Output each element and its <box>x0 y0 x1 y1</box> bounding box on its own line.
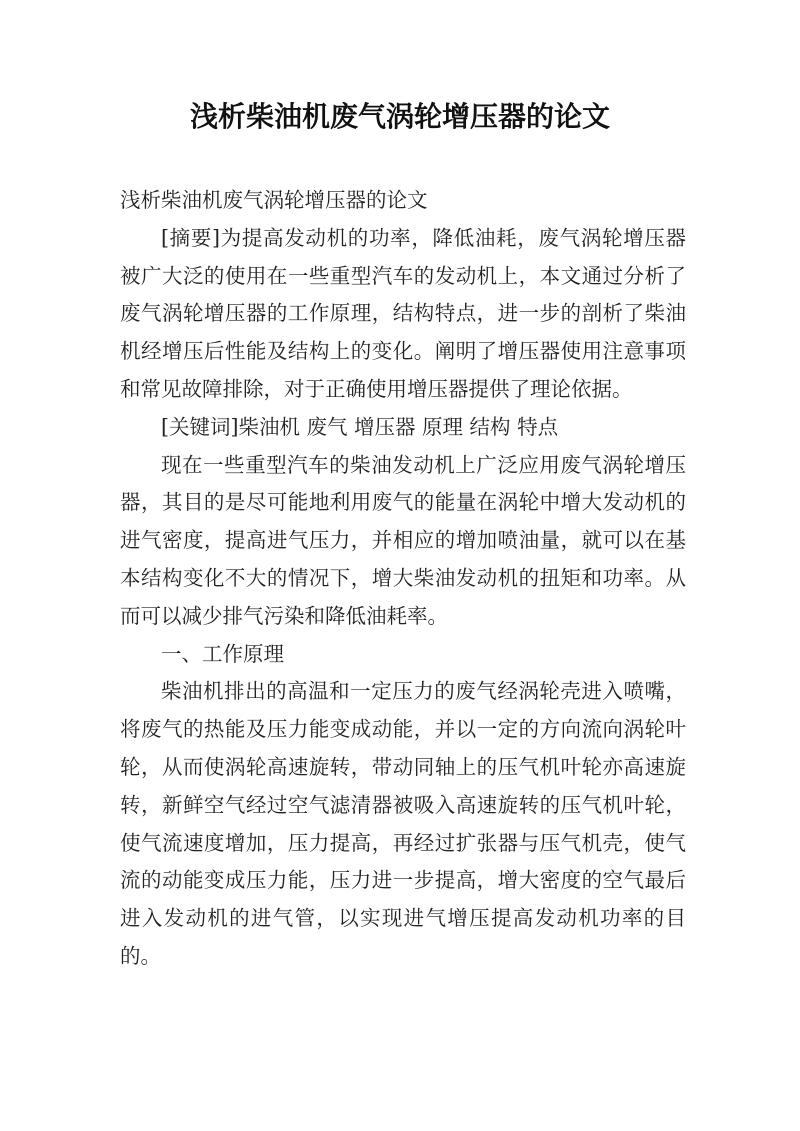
keywords-paragraph: [关键词]柴油机 废气 增压器 原理 结构 特点 <box>161 414 559 439</box>
document-body <box>120 182 686 976</box>
abstract-paragraph: [摘要]为提高发动机的功率，降低油耗，废气涡轮增压器被广大泛的使用在一些重型汽车的发动机上，本文通过分析了废气涡轮增压器的工作原理，结构特点，进一步的剖析了柴油机经增压后性能及结构上的变化。阐明了增压器使用注意事项和常见故障排除，对于正确使用增压器提供了理论依据。 <box>120 225 686 401</box>
subtitle-paragraph: 浅析柴油机废气涡轮增压器的论文 <box>120 188 428 212</box>
document-title: 浅析柴油机废气涡轮增压器的论文 <box>189 100 610 133</box>
section-heading: 一、工作原理 <box>161 641 284 666</box>
principle-paragraph: 柴油机排出的高温和一定压力的废气经涡轮壳进入喷嘴，将废气的热能及压力能变成动能，并以一定的方向流向涡轮叶轮，从而使涡轮高速旋转，带动同轴上的压气机叶轮亦高速旋转，新鲜空气经过空气滤清器被吸入高速旋转的压气机叶轮，使气流速度增加，压力提高，再经过扩张器与压气机壳，使气流的动能变成压力能，压力进一步提高，增大密度的空气最后进入发动机的进气管，以实现进气增压提高发动机功率的目的。 <box>120 679 686 968</box>
intro-paragraph: 现在一些重型汽车的柴油发动机上广泛应用废气涡轮增压器，其目的是尽可能地利用废气的能量在涡轮中增大发动机的进气密度，提高进气压力，并相应的增加喷油量，就可以在基本结构变化不大的情况下，增大柴油发动机的扭矩和功率。从而可以减少排气污染和降低油耗率。 <box>120 452 686 628</box>
